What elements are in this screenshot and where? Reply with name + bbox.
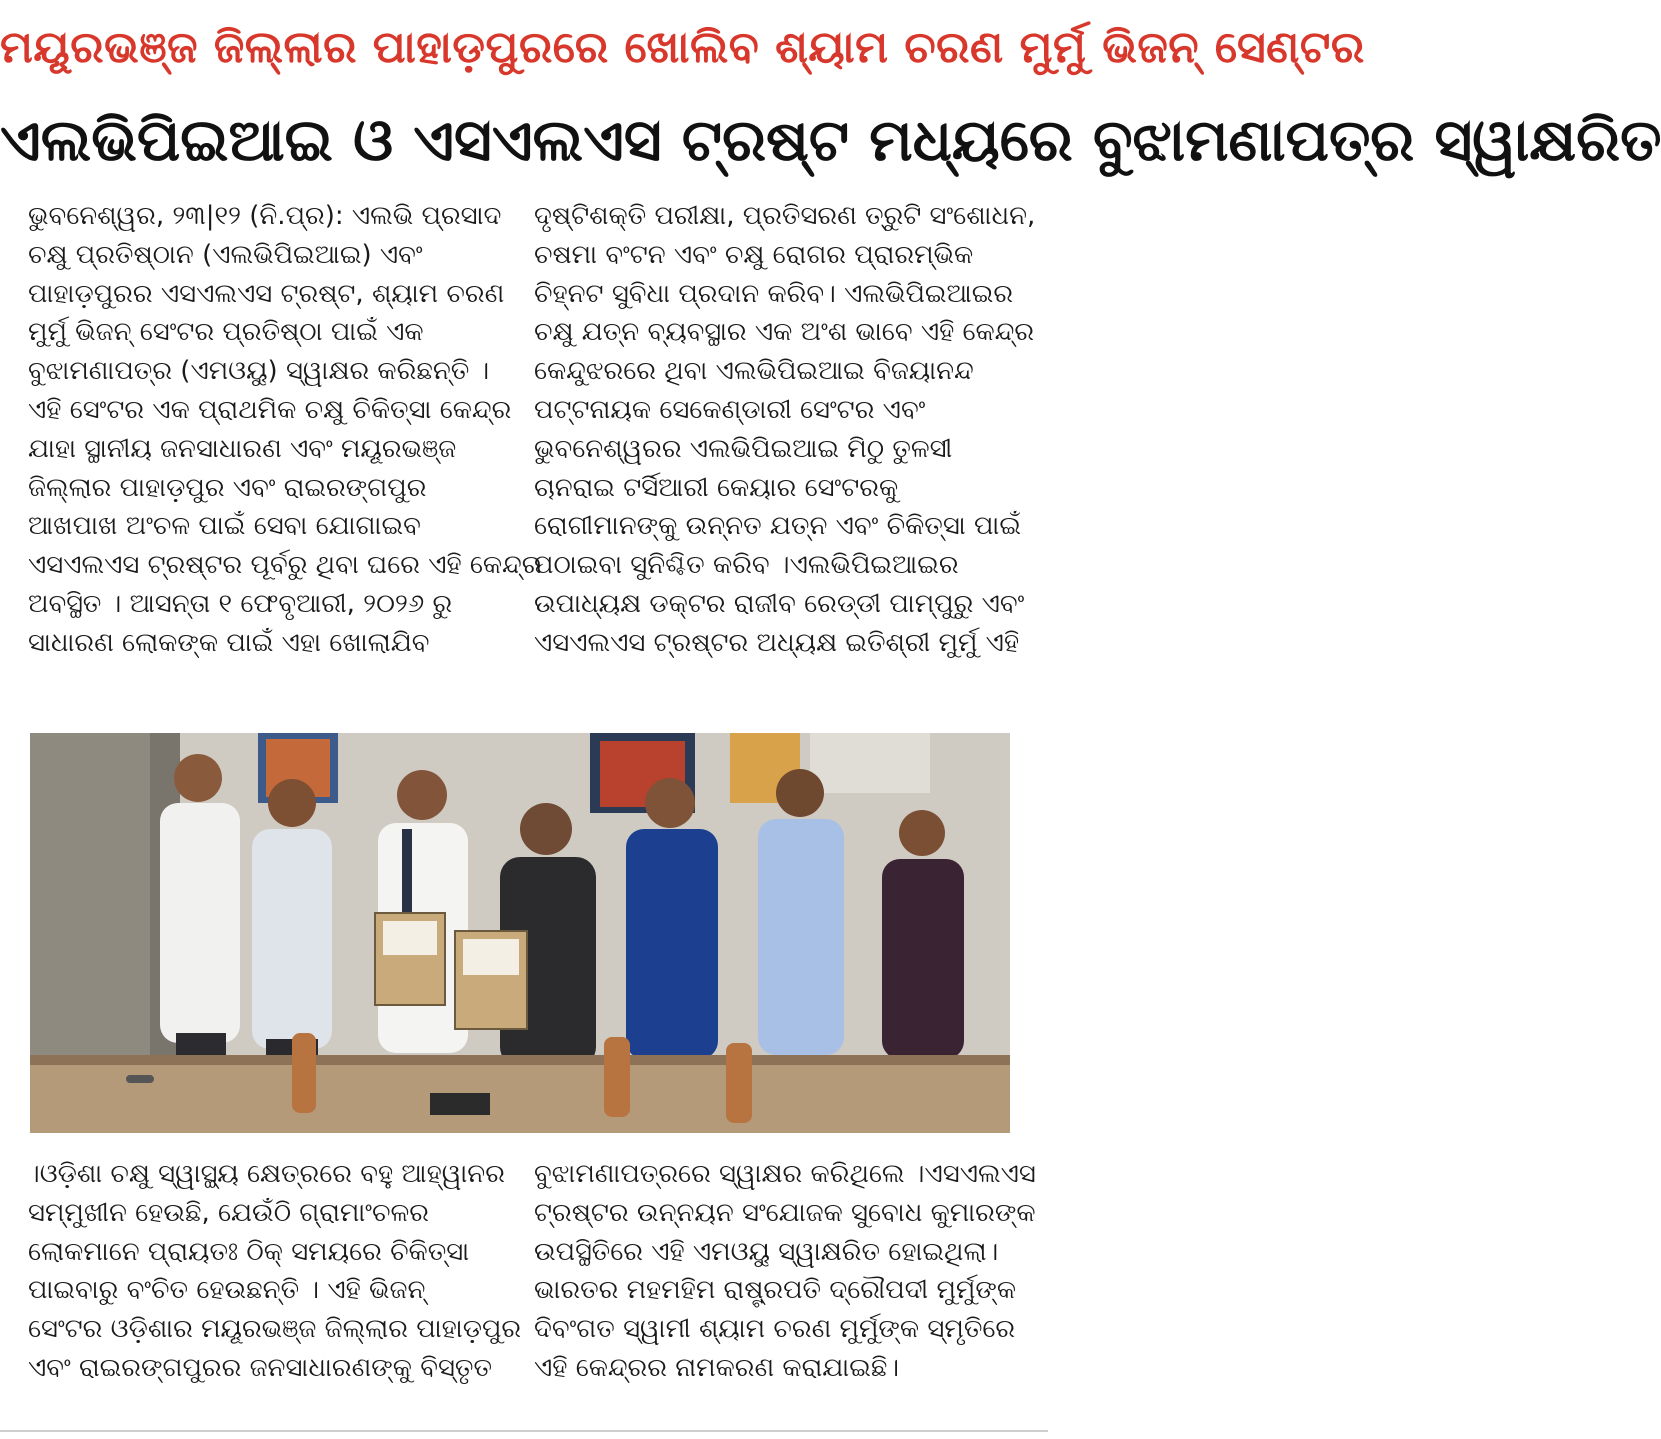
body-line: କେନ୍ଦୁଝରରେ ଥିବା ଏଲଭିପିଇଆଇ ବିଜୟାନନ୍ଦ (534, 356, 974, 387)
body-line: ପଠାଇବା ସୁନିଶ୍ଚିତ କରିବ ।ଏଲଭିପିଇଆଇର (534, 550, 959, 581)
body-line: ଉପସ୍ଥିତିରେ ଏହି ଏମଓୟୁ ସ୍ୱାକ୍ଷରିତ ହୋଇଥିଲା। (534, 1236, 999, 1267)
article-column-top-right (534, 197, 1036, 663)
body-line: ଏବଂ ରାଇରଙ୍ଗପୁରର ଜନସାଧାରଣଙ୍କୁ ବିସ୍ତୃତ (28, 1352, 493, 1383)
body-line: ଏସଏଲଏସ ଟ୍ରଷ୍ଟର ଅଧ୍ୟକ୍ଷ ଇତିଶ୍ରୀ ମୁର୍ମୁ ଏହି (534, 627, 1020, 658)
headline-red: ମୟୂରଭଞ୍ଜ ଜିଲ୍ଲାର ପାହାଡ଼ପୁରରେ ଖୋଲିବ ଶ୍ୟାମ ଚରଣ ମୁର୍ମୁ ଭିଜନ୍ ସେଣ୍ଟର (0, 22, 1365, 73)
body-line: ଆଖପାଖ ଅଂଚଳ ପାଇଁ ସେବା ଯୋଗାଇବ (28, 511, 421, 542)
body-line: ଭୁବନେଶ୍ୱର, ୨୩|୧୨ (ନି.ପ୍ର): ଏଲଭି ପ୍ରସାଦ (28, 201, 502, 231)
news-photo-mou-signing (30, 733, 1010, 1133)
body-line: ଲୋକମାନେ ପ୍ରାୟତଃ ଠିକ୍ ସମୟରେ ଚିକିତ୍ସା (28, 1236, 470, 1267)
body-line: ରୋଗୀମାନଙ୍କୁ ଉନ୍ନତ ଯତ୍ନ ଏବଂ ଚିକିତ୍ସା ପାଇଁ (534, 511, 1021, 542)
bottom-divider (0, 1430, 1048, 1432)
body-line: ଟ୍ରଷ୍ଟର ଉନ୍ନୟନ ସଂଯୋଜକ ସୁବୋଧ କୁମାରଙ୍କ (534, 1197, 1036, 1228)
body-line: ଚକ୍ଷୁ ଯତ୍ନ ବ୍ୟବସ୍ଥାର ଏକ ଅଂଶ ଭାବେ ଏହି କେନ୍ଦ୍ର (534, 317, 1035, 348)
body-line: ଚକ୍ଷୁ ପ୍ରତିଷ୍ଠାନ (ଏଲଭିପିଇଆଇ) ଏବଂ (28, 239, 423, 270)
body-line: ସମ୍ମୁଖୀନ ହେଉଛି, ଯେଉଁଠି ଗ୍ରାମାଂଚଳର (28, 1197, 429, 1228)
body-line: ଦିବଂଗତ ସ୍ୱାମୀ ଶ୍ୟାମ ଚରଣ ମୁର୍ମୁଙ୍କ ସ୍ମୃତିରେ (534, 1314, 1016, 1345)
body-line: ମୁର୍ମୁ ଭିଜନ୍ ସେଂଟର ପ୍ରତିଷ୍ଠା ପାଇଁ ଏକ (28, 317, 424, 348)
body-line: ପାଇବାରୁ ବଂଚିତ ହେଉଛନ୍ତି । ଏହି ଭିଜନ୍ (28, 1275, 426, 1306)
article-column-top-left (28, 197, 542, 663)
body-line: ଏସଏଲଏସ ଟ୍ରଷ୍ଟର ପୂର୍ବରୁ ଥିବା ଘରେ ଏହି କେନ୍ଦ୍ର (28, 550, 542, 581)
body-line: ବୁଝାମଣାପତ୍ରରେ ସ୍ୱାକ୍ଷର କରିଥିଲେ ।ଏସଏଲଏସ (534, 1159, 1036, 1189)
body-line: ସାଧାରଣ ଲୋକଙ୍କ ପାଇଁ ଏହା ଖୋଲାଯିବ (28, 627, 430, 658)
body-line: ଉପାଧ୍ୟକ୍ଷ ଡକ୍ଟର ରାଜୀବ ରେଡ୍ଡୀ ପାମ୍ପୁରୁ ଏବଂ (534, 588, 1025, 619)
body-line: ବୁଝାମଣାପତ୍ର (ଏମଓୟୁ) ସ୍ୱାକ୍ଷର କରିଛନ୍ତି । (28, 356, 490, 387)
body-line: ଅବସ୍ଥିତ । ଆସନ୍ତା ୧ ଫେବୃଆରୀ, ୨୦୨୬ ରୁ (28, 588, 453, 619)
body-line: ଚାନରାଇ ଟର୍ସିଆରୀ କେୟାର ସେଂଟରକୁ (534, 472, 899, 503)
body-line: ସେଂଟର ଓଡ଼ିଶାର ମୟୂରଭଞ୍ଜ ଜିଲ୍ଲାର ପାହାଡ଼ପୁର (28, 1314, 522, 1345)
body-line: ଭାରତର ମହମହିମ ରାଷ୍ଟ୍ରପତି ଦ୍ରୌପଦୀ ମୁର୍ମୁଙ୍କ (534, 1275, 1017, 1306)
body-line: ଏହି ସେଂଟର ଏକ ପ୍ରାଥମିକ ଚକ୍ଷୁ ଚିକିତ୍ସା କେନ୍ଦ୍ର (28, 394, 512, 425)
article-column-bottom-left (28, 1155, 522, 1388)
body-line: ଭୁବନେଶ୍ୱରର ଏଲଭିପିଇଆଇ ମିଠୁ ତୁଳସୀ (534, 433, 953, 464)
body-line: ଦୃଷ୍ଟିଶକ୍ତି ପରୀକ୍ଷା, ପ୍ରତିସରଣ ତ୍ରୁଟି ସଂଶୋଧନ, (534, 201, 1036, 231)
body-line: ଚଷମା ବଂଟନ ଏବଂ ଚକ୍ଷୁ ରୋଗର ପ୍ରାରମ୍ଭିକ (534, 239, 974, 270)
headline-main: ଏଲଭିପିଇଆଇ ଓ ଏସଏଲଏସ ଟ୍ରଷ୍ଟ ମଧ୍ୟରେ ବୁଝାମଣାପତ୍ର ସ୍ୱାକ୍ଷରିତ (0, 106, 1661, 174)
body-line: ଯାହା ସ୍ଥାନୀୟ ଜନସାଧାରଣ ଏବଂ ମୟୂରଭଞ୍ଜ (28, 433, 457, 464)
body-line: ।ଓଡ଼ିଶା ଚକ୍ଷୁ ସ୍ୱାସ୍ଥ୍ୟ କ୍ଷେତ୍ରରେ ବହୁ ଆହ୍ୱାନର (28, 1159, 505, 1189)
body-line: ଜିଲ୍ଲାର ପାହାଡ଼ପୁର ଏବଂ ରାଇରଙ୍ଗପୁର (28, 472, 427, 503)
body-line: ଏହି କେନ୍ଦ୍ରର ନାମକରଣ କରାଯାଇଛି। (534, 1352, 900, 1383)
body-line: ପାହାଡ଼ପୁରର ଏସଏଲଏସ ଟ୍ରଷ୍ଟ, ଶ୍ୟାମ ଚରଣ (28, 278, 505, 309)
body-line: ପଟ୍ଟନାୟକ ସେକେଣ୍ଡାରୀ ସେଂଟର ଏବଂ (534, 394, 926, 425)
article-column-bottom-right (534, 1155, 1036, 1388)
body-line: ଚିହ୍ନଟ ସୁବିଧା ପ୍ରଦାନ କରିବ। ଏଲଭିପିଇଆଇର (534, 278, 1014, 309)
